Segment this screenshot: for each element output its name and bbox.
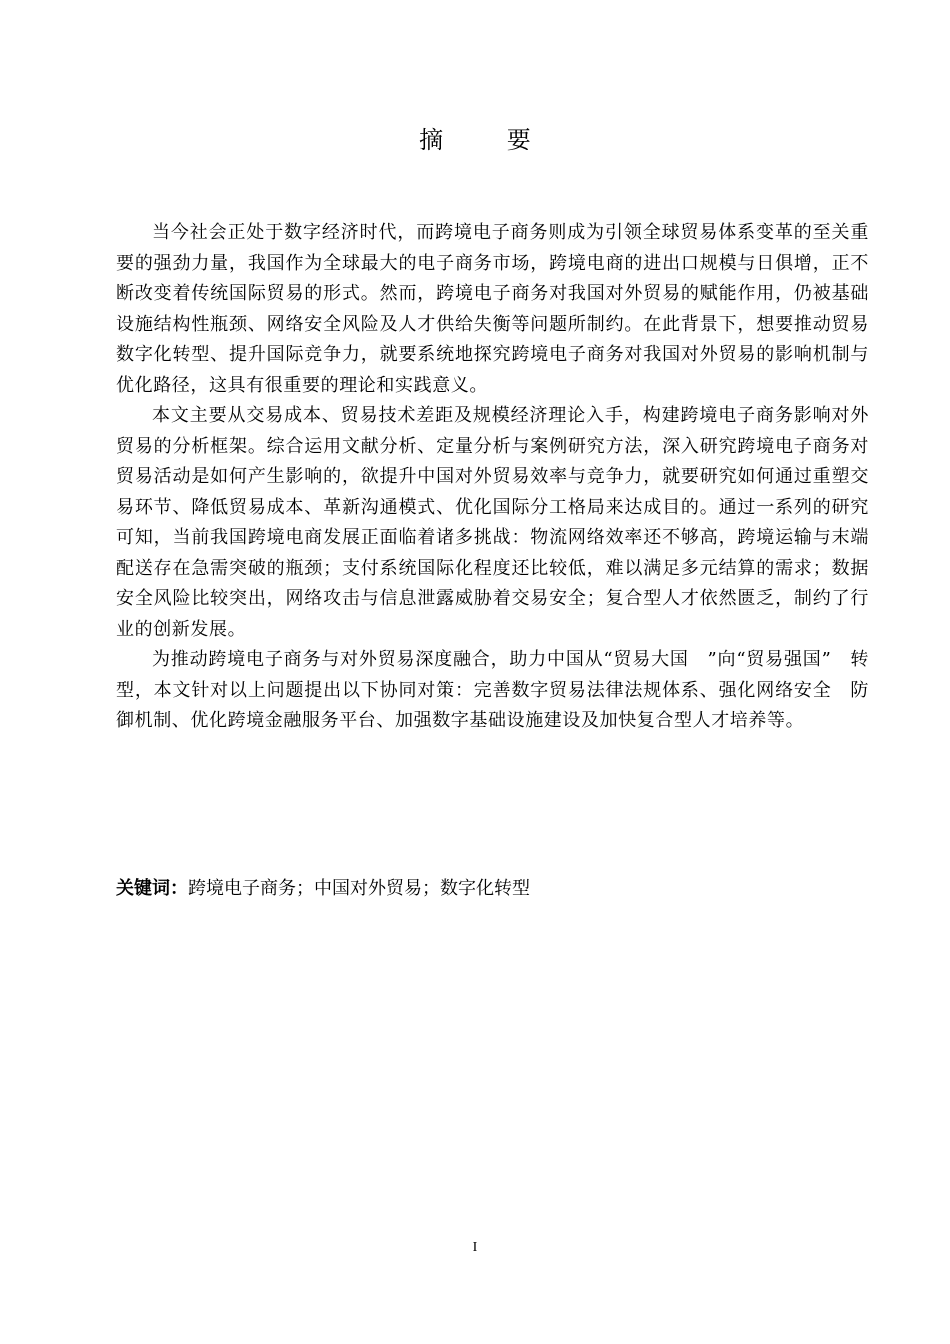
keywords-label: 关键词： [116, 878, 188, 899]
abstract-paragraph-2: 本文主要从交易成本、贸易技术差距及规模经济理论入手，构建跨境电子商务影响对外贸易的分析框架。综合运用文献分析、定量分析与案例研究方法，深入研究跨境电子商务对贸易活动是如何产生影响的，欲提升中国对外贸易效率与竞争力，就要研究如何通过重塑交易环节、降低贸易成本、革新沟通模式、优化国际分工格局来达成目的。通过一系列的研究可知，当前我国跨境电商发展正面临着诸多挑战：物流网络效率还不够高，跨境运输与末端配送存在急需突破的瓶颈；支付系统国际化程度还比较低，难以满足多元结算的需求；数据安全风险比较突出，网络攻击与信息泄露威胁着交易安全；复合型人才依然匮乏，制约了行业的创新发展。 [116, 405, 869, 640]
abstract-paragraph-3: 为推动跨境电子商务与对外贸易深度融合，助力中国从“贸易大国 ”向“贸易强国” 转型，本文针对以上问题提出以下协同对策：完善数字贸易法律法规体系、强化网络安全 防御机制、优化跨境金融服务平台、加强数字基础设施建设及加快复合型人才培养等。 [116, 649, 869, 731]
abstract-body [116, 218, 869, 737]
page-title: 摘 要 [419, 126, 559, 154]
page-number: I [472, 1240, 478, 1255]
abstract-paragraph-1: 当今社会正处于数字经济时代，而跨境电子商务则成为引领全球贸易体系变革的至关重要的强劲力量，我国作为全球最大的电子商务市场，跨境电商的进出口规模与日俱增，正不断改变着传统国际贸易的形式。然而，跨境电子商务对我国对外贸易的赋能作用，仍被基础设施结构性瓶颈、网络安全风险及人才供给失衡等问题所制约。在此背景下，想要推动贸易数字化转型、提升国际竞争力，就要系统地探究跨境电子商务对我国对外贸易的影响机制与优化路径，这具有很重要的理论和实践意义。 [116, 222, 869, 396]
keywords-line [116, 875, 869, 903]
keywords-text: 跨境电子商务；中国对外贸易；数字化转型 [188, 878, 530, 899]
